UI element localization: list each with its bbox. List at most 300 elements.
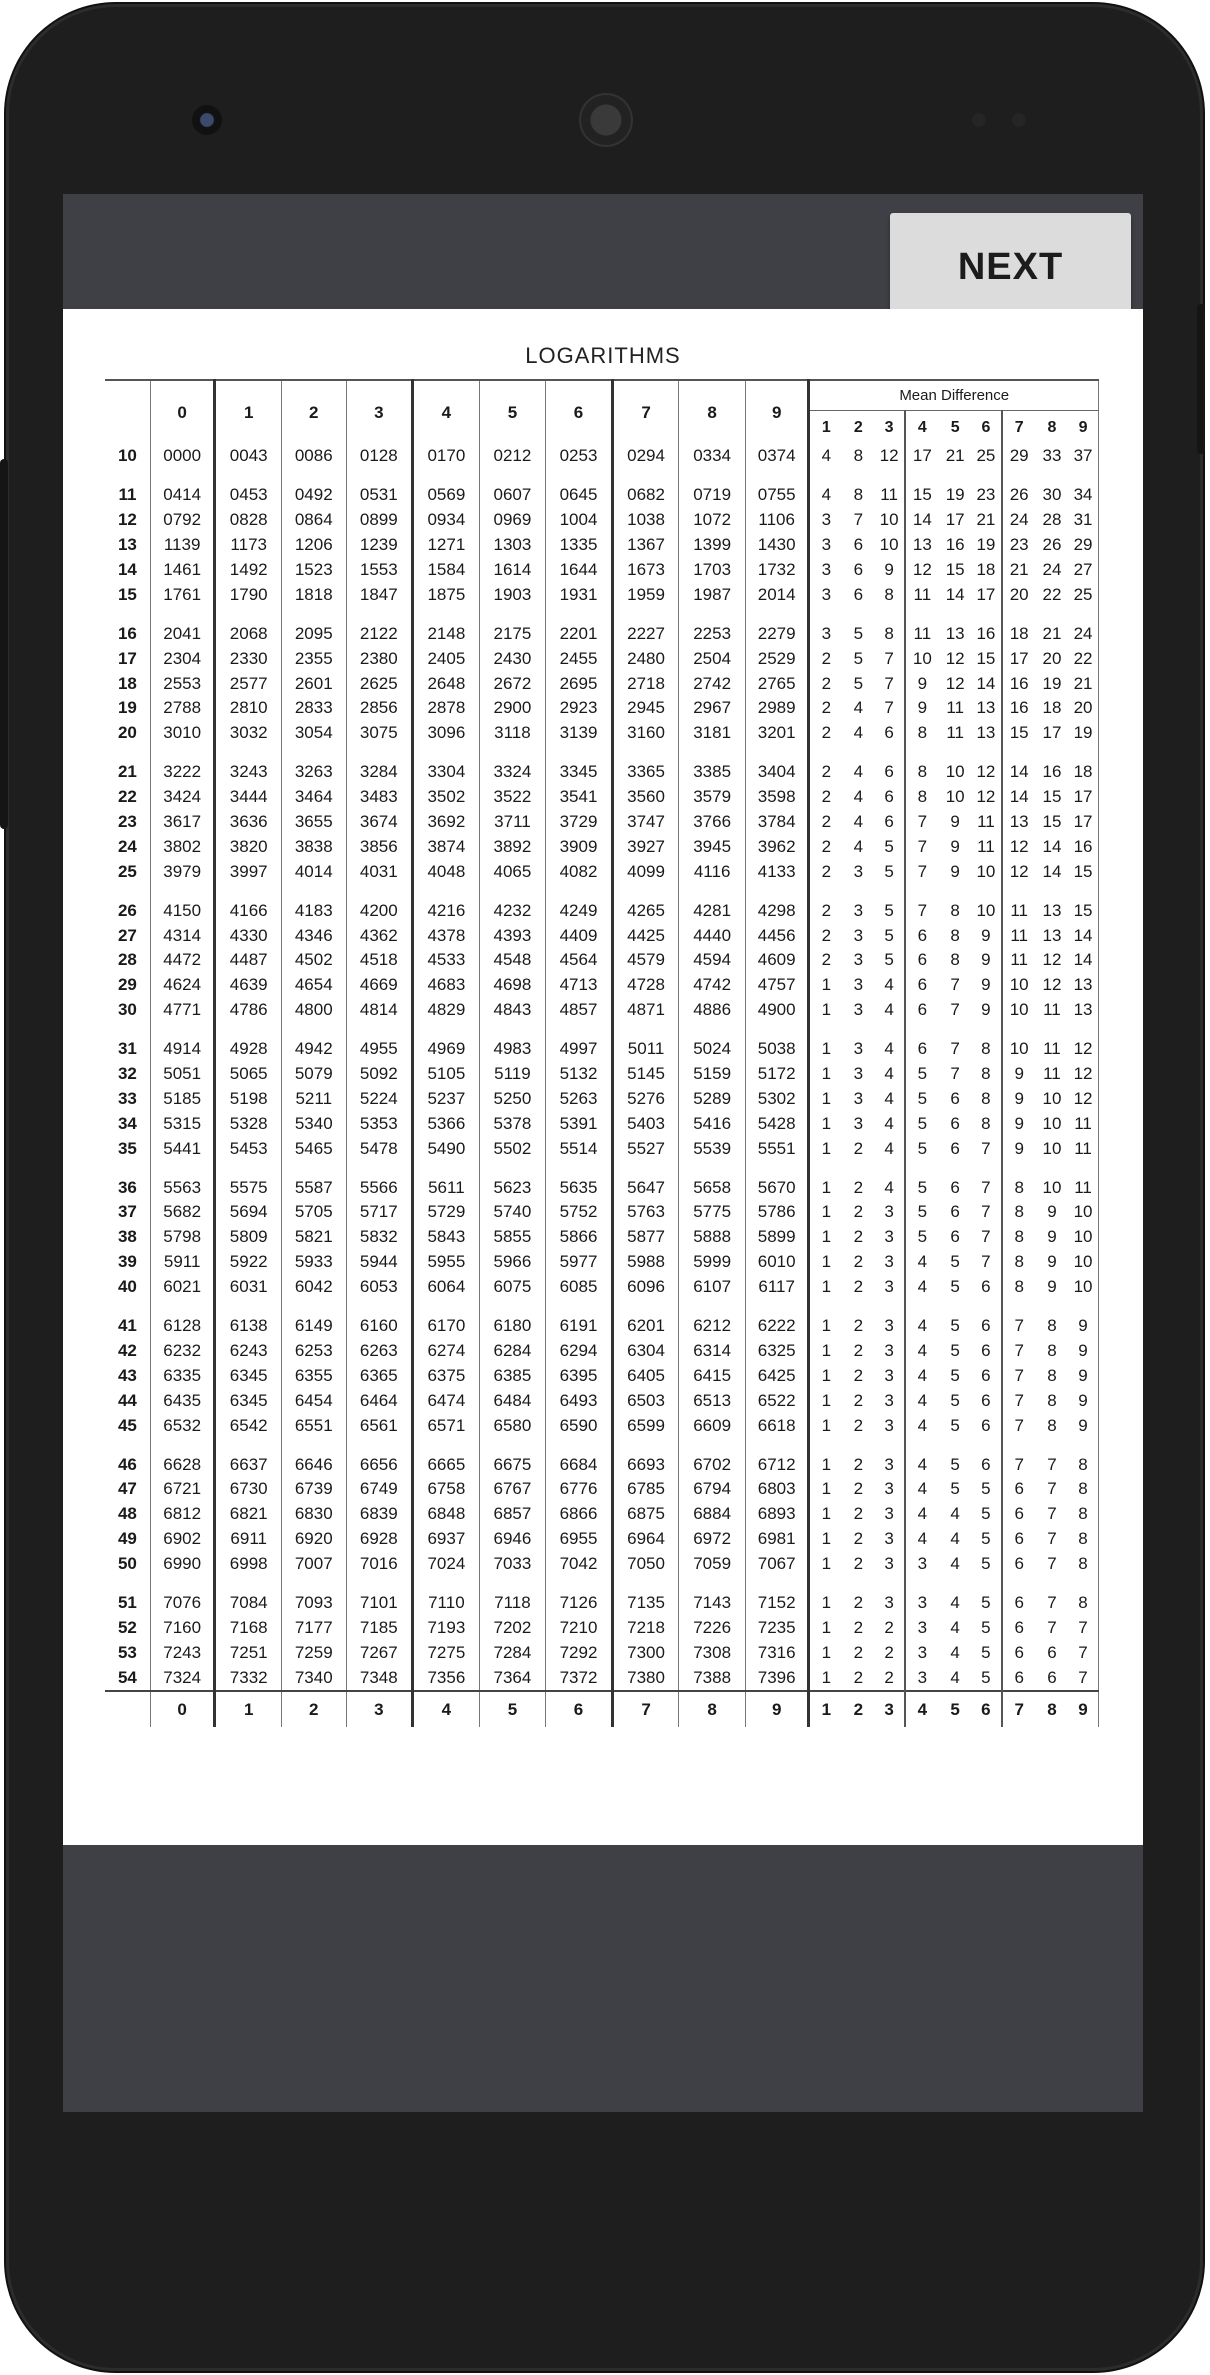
mean-diff-cell: 12	[976, 787, 996, 807]
log-value-cell: 3385	[679, 760, 746, 785]
mean-diff-cell: 11	[1068, 1175, 1098, 1200]
log-value-cell: 5441	[150, 1136, 215, 1161]
log-value-cell: 7101	[346, 1591, 413, 1616]
log-value-cell: 1732	[745, 558, 809, 583]
log-value-cell: 5105	[413, 1062, 480, 1087]
log-value-cell: 7284	[479, 1640, 546, 1665]
log-value-cell: 3201	[745, 721, 809, 746]
mean-diff-cell: 4	[853, 836, 864, 856]
spacer-cell	[150, 1161, 215, 1175]
mean-diff-cell: 7	[1047, 1479, 1057, 1499]
table-row	[105, 1363, 1099, 1388]
mean-diff-cell: 3	[905, 1615, 939, 1640]
mean-diff-cell: 4	[809, 444, 842, 469]
mean-diff-cell: 10	[905, 646, 939, 671]
log-value-cell: 6138	[215, 1314, 282, 1339]
row-label: 41	[117, 1316, 137, 1336]
log-value-cell: 2788	[150, 696, 215, 721]
log-value-cell: 6096	[612, 1275, 679, 1300]
spacer-cell	[842, 1438, 874, 1452]
front-camera-icon	[192, 105, 222, 135]
spacer-cell	[346, 1300, 413, 1314]
spacer-cell	[105, 1438, 150, 1452]
log-value-cell: 5051	[150, 1062, 215, 1087]
spacer-cell	[971, 746, 1001, 760]
log-value-cell: 0934	[413, 508, 480, 533]
mean-diff-cell: 2	[809, 646, 842, 671]
spacer-cell	[679, 469, 746, 483]
mean-diff-cell: 2	[853, 1504, 864, 1524]
mean-diff-cell: 4	[950, 1617, 960, 1637]
mean-diff-cell: 11	[880, 485, 898, 505]
log-value-cell: 4713	[546, 973, 613, 998]
mean-diff-cell: 9	[905, 696, 939, 721]
footer-col: 1	[215, 1691, 282, 1727]
spacer-cell	[809, 469, 842, 483]
log-value-cell: 3729	[546, 810, 613, 835]
mean-diff-cell: 4	[950, 1504, 960, 1524]
mean-diff-cell: 3	[884, 1479, 894, 1499]
spacer-cell	[281, 1161, 346, 1175]
log-value-cell: 6170	[413, 1314, 480, 1339]
footer-md-col: 1	[809, 1691, 842, 1727]
spacer-cell	[1068, 1300, 1098, 1314]
footer-col: 6	[546, 1691, 613, 1727]
log-value-cell: 6998	[215, 1552, 282, 1577]
row-label: 30	[117, 1000, 137, 1020]
log-value-cell: 3304	[413, 760, 480, 785]
log-value-cell: 5717	[346, 1200, 413, 1225]
log-value-cell: 6911	[215, 1527, 282, 1552]
mean-diff-cell: 7	[1002, 1363, 1036, 1388]
mean-diff-cell: 11	[1043, 1000, 1061, 1020]
bottom-area	[63, 1845, 1143, 2112]
mean-diff-cell: 7	[981, 1177, 991, 1197]
row-label: 12	[117, 510, 137, 530]
row-label: 13	[117, 535, 137, 555]
mean-diff-cell: 12	[1042, 950, 1062, 970]
power-button	[1197, 304, 1205, 454]
mean-diff-cell: 4	[809, 483, 842, 508]
log-value-cell: 1206	[281, 533, 346, 558]
mean-diff-cell: 2	[853, 1277, 864, 1297]
spacer-cell	[1002, 607, 1036, 621]
mean-diff-cell: 12	[1068, 1086, 1098, 1111]
table-row	[105, 721, 1099, 746]
log-value-cell: 7267	[346, 1640, 413, 1665]
log-value-cell: 7348	[346, 1665, 413, 1691]
mean-diff-cell: 23	[1002, 533, 1036, 558]
log-value-cell: 6149	[281, 1314, 346, 1339]
mean-diff-cell: 3	[809, 621, 842, 646]
mean-diff-cell: 6	[905, 973, 939, 998]
log-value-cell: 4502	[281, 948, 346, 973]
log-value-cell: 6493	[546, 1388, 613, 1413]
mean-diff-cell: 7	[1002, 1314, 1036, 1339]
log-value-cell: 7259	[281, 1640, 346, 1665]
footer-md-col: 8	[1036, 1691, 1068, 1727]
mean-diff-cell: 6	[1002, 1665, 1036, 1691]
mean-diff-cell: 5	[981, 1504, 991, 1524]
log-value-cell: 4099	[612, 859, 679, 884]
log-value-cell: 3747	[612, 810, 679, 835]
mean-diff-cell: 12	[1002, 834, 1036, 859]
mean-diff-cell: 6	[884, 762, 894, 782]
mean-diff-cell: 5	[884, 925, 894, 945]
mean-diff-cell: 4	[950, 1592, 960, 1612]
mean-diff-cell: 2	[853, 1642, 864, 1662]
log-value-cell: 6201	[612, 1314, 679, 1339]
mean-diff-cell: 37	[1068, 444, 1098, 469]
log-value-cell: 2504	[679, 646, 746, 671]
row-label: 49	[117, 1529, 137, 1549]
spacer-cell	[971, 1300, 1001, 1314]
mean-diff-cell: 15	[1042, 787, 1062, 807]
mean-diff-cell: 5	[905, 1200, 939, 1225]
spacer-cell	[479, 1300, 546, 1314]
log-value-cell: 7308	[679, 1640, 746, 1665]
spacer-cell	[1068, 884, 1098, 898]
mean-diff-cell: 17	[945, 510, 965, 530]
mean-diff-cell: 18	[1068, 760, 1098, 785]
mean-diff-cell: 7	[950, 1000, 960, 1020]
spacer-cell	[150, 1300, 215, 1314]
spacer-cell	[105, 1161, 150, 1175]
mean-diff-cell: 33	[1042, 446, 1062, 466]
mean-diff-cell: 8	[905, 785, 939, 810]
log-value-cell: 6385	[479, 1363, 546, 1388]
mean-diff-cell: 1	[809, 1413, 842, 1438]
log-value-cell: 0828	[215, 508, 282, 533]
log-value-cell: 6435	[150, 1388, 215, 1413]
log-value-cell: 3802	[150, 834, 215, 859]
log-value-cell: 0969	[479, 508, 546, 533]
group-spacer	[105, 1300, 1099, 1314]
mean-diff-cell: 8	[1047, 1390, 1057, 1410]
spacer-cell	[905, 607, 939, 621]
mean-diff-cell: 12	[905, 558, 939, 583]
mean-diff-cell: 5	[950, 1365, 960, 1385]
log-value-cell: 5302	[745, 1086, 809, 1111]
log-value-cell: 3284	[346, 760, 413, 785]
table-row	[105, 1314, 1099, 1339]
log-value-cell: 5955	[413, 1250, 480, 1275]
mean-diff-cell: 10	[976, 900, 996, 920]
log-value-cell: 4728	[612, 973, 679, 998]
mean-diff-cell: 22	[1042, 584, 1062, 604]
log-value-cell: 3424	[150, 785, 215, 810]
table-row	[105, 1591, 1099, 1616]
log-value-cell: 5132	[546, 1062, 613, 1087]
spacer-cell	[1002, 1577, 1036, 1591]
mean-diff-cell: 6	[905, 1037, 939, 1062]
log-value-cell: 6010	[745, 1250, 809, 1275]
spacer-cell	[479, 607, 546, 621]
spacer-cell	[679, 884, 746, 898]
mean-diff-cell: 8	[981, 1039, 991, 1059]
mean-diff-cell: 3	[884, 1277, 894, 1297]
mean-diff-cell: 1	[809, 1502, 842, 1527]
spacer-cell	[745, 607, 809, 621]
row-label: 15	[117, 584, 137, 604]
mean-diff-cell: 11	[977, 836, 995, 856]
log-value-cell: 3096	[413, 721, 480, 746]
spacer-cell	[809, 1023, 842, 1037]
mean-diff-cell: 3	[884, 1252, 894, 1272]
mean-diff-cell: 17	[1002, 646, 1036, 671]
row-label: 54	[117, 1667, 137, 1687]
mean-diff-cell: 10	[1068, 1200, 1098, 1225]
log-value-cell: 3598	[745, 785, 809, 810]
log-value-cell: 4814	[346, 998, 413, 1023]
log-value-cell: 0453	[215, 483, 282, 508]
spacer-cell	[905, 1300, 939, 1314]
log-value-cell: 5263	[546, 1086, 613, 1111]
mean-diff-cell: 7	[884, 698, 894, 718]
log-value-cell: 6212	[679, 1314, 746, 1339]
spacer-cell	[842, 1161, 874, 1175]
mean-diff-cell: 19	[1042, 673, 1062, 693]
mean-diff-cell: 6	[950, 1177, 960, 1197]
mean-diff-cell: 8	[1068, 1591, 1098, 1616]
mean-diff-cell: 7	[1002, 1388, 1036, 1413]
mean-diff-cell: 5	[981, 1617, 991, 1637]
spacer-cell	[346, 1577, 413, 1591]
spacer-cell	[215, 1023, 282, 1037]
spacer-cell	[1002, 1023, 1036, 1037]
spacer-cell	[281, 607, 346, 621]
log-value-cell: 3820	[215, 834, 282, 859]
mean-diff-cell: 10	[1042, 1138, 1062, 1158]
mean-diff-cell: 5	[884, 900, 894, 920]
mean-diff-cell: 9	[1068, 1413, 1098, 1438]
mean-diff-cell: 4	[905, 1339, 939, 1364]
spacer-cell	[971, 1577, 1001, 1591]
mean-diff-cell: 6	[981, 1316, 991, 1336]
mean-diff-cell: 4	[905, 1250, 939, 1275]
spacer-cell	[1068, 1577, 1098, 1591]
spacer-cell	[546, 1438, 613, 1452]
mean-diff-cell: 1	[809, 973, 842, 998]
log-value-cell: 3444	[215, 785, 282, 810]
mean-diff-cell: 6	[1002, 1527, 1036, 1552]
log-value-cell: 5172	[745, 1062, 809, 1087]
row-label: 50	[117, 1554, 137, 1574]
row-label: 29	[117, 975, 137, 995]
spacer-cell	[905, 746, 939, 760]
mean-diff-cell: 12	[1068, 1037, 1098, 1062]
log-value-cell: 7084	[215, 1591, 282, 1616]
group-spacer	[105, 1161, 1099, 1175]
log-value-cell: 2041	[150, 621, 215, 646]
spacer-cell	[612, 1161, 679, 1175]
log-value-cell: 4150	[150, 898, 215, 923]
log-value-cell: 4914	[150, 1037, 215, 1062]
log-value-cell: 1790	[215, 582, 282, 607]
mean-diff-cell: 7	[905, 859, 939, 884]
row-label: 36	[117, 1177, 137, 1197]
row-label: 31	[117, 1039, 137, 1059]
mean-diff-cell: 6	[981, 1454, 991, 1474]
log-value-cell: 7160	[150, 1615, 215, 1640]
mean-diff-cell: 10	[945, 787, 965, 807]
mean-diff-cell: 21	[976, 510, 996, 530]
log-value-cell: 1847	[346, 582, 413, 607]
mean-diff-cell: 10	[1002, 998, 1036, 1023]
mean-diff-cell: 11	[1043, 1064, 1061, 1084]
md-col-header: 1	[809, 411, 842, 445]
spacer-cell	[612, 469, 679, 483]
spacer-cell	[150, 1438, 215, 1452]
mean-diff-cell: 9	[1068, 1314, 1098, 1339]
spacer-cell	[281, 884, 346, 898]
log-value-cell: 2672	[479, 671, 546, 696]
next-button[interactable]: NEXT	[890, 213, 1131, 321]
spacer-cell	[413, 1023, 480, 1037]
log-value-cell: 7202	[479, 1615, 546, 1640]
row-label: 17	[117, 648, 137, 668]
log-value-cell: 7300	[612, 1640, 679, 1665]
log-value-cell: 0792	[150, 508, 215, 533]
mean-diff-cell: 8	[1002, 1200, 1036, 1225]
spacer-cell	[612, 1577, 679, 1591]
mean-diff-cell: 3	[853, 861, 864, 881]
row-label: 10	[117, 446, 137, 466]
log-value-cell: 4843	[479, 998, 546, 1023]
log-value-cell: 5682	[150, 1200, 215, 1225]
mean-diff-cell: 12	[945, 648, 965, 668]
mean-diff-cell: 29	[1002, 444, 1036, 469]
log-value-cell: 5922	[215, 1250, 282, 1275]
log-value-cell: 3054	[281, 721, 346, 746]
mean-diff-cell: 6	[853, 584, 864, 604]
log-value-cell: 4928	[215, 1037, 282, 1062]
mean-diff-cell: 7	[884, 673, 894, 693]
volume-button	[0, 459, 8, 829]
mean-diff-cell: 5	[853, 673, 864, 693]
group-spacer	[105, 1438, 1099, 1452]
log-value-cell: 0212	[479, 444, 546, 469]
log-value-cell: 4757	[745, 973, 809, 998]
spacer-cell	[905, 1023, 939, 1037]
mean-diff-cell: 9	[981, 925, 991, 945]
log-value-cell: 0170	[413, 444, 480, 469]
spacer-cell	[809, 1161, 842, 1175]
log-value-cell: 1903	[479, 582, 546, 607]
row-label: 24	[117, 836, 137, 856]
mean-diff-cell: 11	[1002, 898, 1036, 923]
log-value-cell: 7135	[612, 1591, 679, 1616]
table-row	[105, 646, 1099, 671]
spacer-cell	[346, 607, 413, 621]
mean-diff-cell: 5	[884, 950, 894, 970]
mean-diff-cell: 1	[809, 1062, 842, 1087]
log-value-cell: 5855	[479, 1225, 546, 1250]
log-value-cell: 1430	[745, 533, 809, 558]
log-value-cell: 7118	[479, 1591, 546, 1616]
mean-diff-cell: 6	[884, 812, 894, 832]
log-value-cell: 5276	[612, 1086, 679, 1111]
log-value-cell: 6675	[479, 1452, 546, 1477]
row-label: 45	[117, 1415, 137, 1435]
log-value-cell: 1271	[413, 533, 480, 558]
table-row	[105, 696, 1099, 721]
mean-diff-cell: 1	[809, 1250, 842, 1275]
log-value-cell: 7024	[413, 1552, 480, 1577]
log-value-cell: 6866	[546, 1502, 613, 1527]
mean-diff-cell: 11	[1068, 1136, 1098, 1161]
log-value-cell: 6345	[215, 1363, 282, 1388]
mean-diff-cell: 3	[905, 1552, 939, 1577]
log-value-cell: 6191	[546, 1314, 613, 1339]
log-value-cell: 5465	[281, 1136, 346, 1161]
col-header: 8	[679, 380, 746, 444]
log-value-cell: 4133	[745, 859, 809, 884]
mean-diff-cell: 16	[1068, 834, 1098, 859]
log-value-cell: 5740	[479, 1200, 546, 1225]
mean-diff-cell: 5	[905, 1136, 939, 1161]
log-value-cell: 6928	[346, 1527, 413, 1552]
spacer-cell	[215, 884, 282, 898]
mean-diff-cell: 4	[950, 1554, 960, 1574]
spacer-cell	[215, 1577, 282, 1591]
log-value-cell: 5416	[679, 1111, 746, 1136]
spacer-cell	[842, 1023, 874, 1037]
spacer-cell	[745, 1023, 809, 1037]
log-value-cell: 7324	[150, 1665, 215, 1691]
log-value-cell: 3927	[612, 834, 679, 859]
log-value-cell: 2856	[346, 696, 413, 721]
spacer-cell	[971, 1023, 1001, 1037]
mean-diff-cell: 1	[809, 1200, 842, 1225]
mean-diff-cell: 7	[1047, 1529, 1057, 1549]
mean-diff-cell: 21	[1002, 558, 1036, 583]
log-value-cell: 3560	[612, 785, 679, 810]
mean-diff-cell: 3	[884, 1504, 894, 1524]
log-value-cell: 5563	[150, 1175, 215, 1200]
mean-diff-cell: 6	[853, 560, 864, 579]
log-value-cell: 5832	[346, 1225, 413, 1250]
mean-diff-cell: 9	[1047, 1252, 1057, 1272]
mean-diff-cell: 8	[981, 1113, 991, 1133]
table-row	[105, 760, 1099, 785]
log-value-cell: 3181	[679, 721, 746, 746]
mean-diff-cell: 11	[946, 723, 964, 743]
mean-diff-cell: 1	[809, 1552, 842, 1577]
mean-diff-cell: 13	[945, 623, 965, 643]
mean-diff-cell: 8	[981, 1064, 991, 1084]
mean-diff-cell: 14	[905, 508, 939, 533]
mean-diff-cell: 4	[905, 1314, 939, 1339]
mean-diff-cell: 8	[1068, 1502, 1098, 1527]
row-label: 22	[117, 787, 137, 807]
log-value-cell: 0414	[150, 483, 215, 508]
log-value-cell: 0531	[346, 483, 413, 508]
spacer-cell	[546, 884, 613, 898]
log-value-cell: 6571	[413, 1413, 480, 1438]
table-row	[105, 1086, 1099, 1111]
mean-diff-cell: 7	[905, 898, 939, 923]
mean-diff-cell: 13	[1042, 900, 1062, 920]
log-value-cell: 6580	[479, 1413, 546, 1438]
spacer-cell	[346, 1438, 413, 1452]
log-value-cell: 3502	[413, 785, 480, 810]
spacer-cell	[1002, 469, 1036, 483]
mean-diff-cell: 3	[853, 1000, 864, 1020]
footer-col: 9	[745, 1691, 809, 1727]
log-value-cell: 2253	[679, 621, 746, 646]
mean-difference-header: Mean Difference	[809, 380, 1099, 411]
